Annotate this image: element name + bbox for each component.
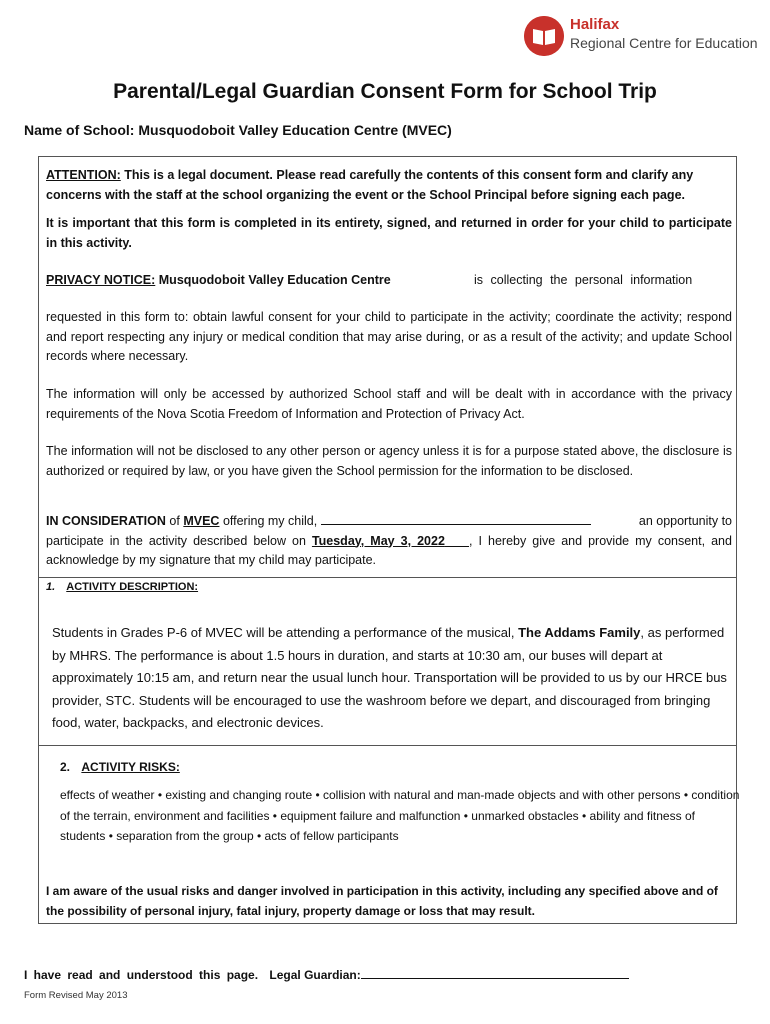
logo-line-2: Regional Centre for Education <box>570 35 758 51</box>
guardian-label: Legal Guardian: <box>269 968 361 982</box>
consideration-of: of <box>169 514 180 528</box>
signature-line <box>24 966 629 982</box>
musical-title: The Addams Family <box>518 625 641 640</box>
read-understood-text: I have read and understood this page. <box>24 968 259 982</box>
privacy-paragraph-2: The information will only be accessed by authorized School staff and will be dealt with in accordance with the privacy requirements of the Nova Scotia Freedom of Information and Protection of Privacy Act. <box>46 387 732 421</box>
activity-number: 1. <box>46 581 56 593</box>
school-label: Name of School: <box>24 122 135 138</box>
privacy-school: Musquodoboit Valley Education Centre <box>158 273 391 287</box>
privacy-paragraph-1: requested in this form to: obtain lawful consent for your child to participate in the activity; coordinate the activity; respond and report respecting any injury or medical condition that may arise during, or as a result of the activity; and update School records where necessary. <box>46 310 732 363</box>
activity-description-text <box>52 622 738 735</box>
school-value: Musquodoboit Valley Education Centre (MVEC) <box>138 122 452 138</box>
consideration-rest: , I hereby give and provide my consent, and acknowledge by my signature that my child may participate. <box>46 533 732 567</box>
risks-heading: ACTIVITY RISKS: <box>81 760 180 774</box>
logo-line-1: Halifax <box>570 16 620 33</box>
activity-text-before: Students in Grades P-6 of MVEC will be attending a performance of the musical, <box>52 625 515 640</box>
form-title: Parental/Legal Guardian Consent Form for School Trip <box>113 80 657 103</box>
privacy-notice-line <box>46 271 732 291</box>
activity-description-heading <box>46 581 198 593</box>
book-logo-icon <box>524 16 564 56</box>
consideration-label: IN CONSIDERATION <box>46 514 166 528</box>
child-name-field[interactable] <box>321 512 591 525</box>
attention-label: ATTENTION: <box>46 168 121 182</box>
consideration-school: MVEC <box>183 514 220 528</box>
activity-date: Tuesday, May 3, 2022 <box>311 533 445 548</box>
consideration-offering: offering my child, <box>222 514 318 528</box>
activity-risks-heading <box>60 760 180 774</box>
attention-paragraph <box>46 166 732 205</box>
consideration-opportunity: an opportunity to <box>638 514 732 528</box>
risks-list: effects of weather • existing and changing route • collision with natural and man-made objects and with other persons • condition of the terrain, environment and facilities • equipment failure and malfunction • unmarked obstacles • ability and fitness of students • separation from the group • acts of fellow participants <box>60 788 740 843</box>
important-paragraph: It is important that this form is completed in its entirety, signed, and returned in order for your child to participate in this activity. <box>46 216 732 250</box>
activity-text-after: , as performed by MHRS. The performance is about 1.5 hours in duration, and starts at 10:30 am, our buses will depart at approximately 10:15 am, and return near the usual lunch hour. Transportation will be provided to us by our HRCE bus provider, STC. Students will be encouraged to use the washroom before we depart, and discouraged from bringing food, water, backpacks, and electronic devices. <box>52 625 727 730</box>
form-revision: Form Revised May 2013 <box>24 990 128 1001</box>
consideration-paragraph <box>46 512 732 571</box>
activity-heading: ACTIVITY DESCRIPTION: <box>66 581 199 593</box>
risk-awareness-statement: I am aware of the usual risks and danger involved in participation in this activity, including any specified above and of the possibility of personal injury, fatal injury, property damage or loss that may result. <box>46 884 718 918</box>
privacy-collecting: is collecting the personal information <box>474 273 693 287</box>
risks-number: 2. <box>60 760 71 774</box>
privacy-label: PRIVACY NOTICE: <box>46 273 156 287</box>
attention-text: This is a legal document. Please read carefully the contents of this consent form and clarify any concerns with the staff at the school organizing the event or the School Principal before signing each page. <box>46 168 694 202</box>
consideration-participate: participate in the activity described below on <box>46 533 306 548</box>
privacy-paragraph-3: The information will not be disclosed to any other person or agency unless it is for a purpose stated above, the disclosure is authorized or required by law, or you have given the School permission for the information to be disclosed. <box>46 444 732 478</box>
school-name-line <box>24 122 452 138</box>
guardian-signature-field[interactable] <box>361 966 629 979</box>
